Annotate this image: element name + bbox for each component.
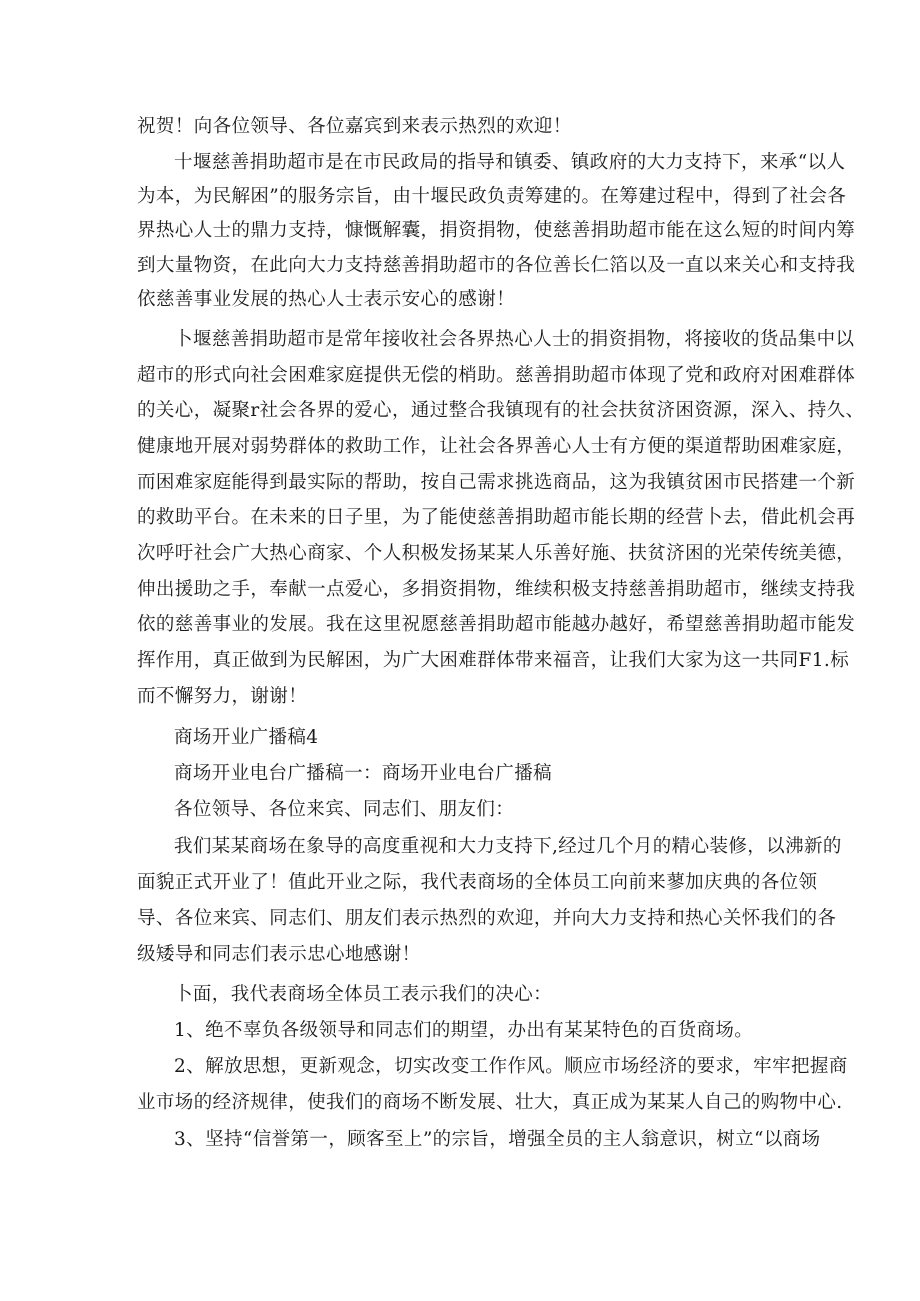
text-line-3: 为本，为民解困”的服务宗旨，由十堰民政负责筹建的。在筹建过程中，得到了社会各 [137,186,847,207]
text-line-2: 十堰慈善捐助超市是在市民政局的指导和镇委、镇政府的大力支持下，来承“以人 [174,152,846,173]
text-line-29: 3、坚持“信誉第一，顾客至上”的宗旨，增强全员的主人翁意识，树立“以商场 [174,1129,821,1150]
text-line-15: 依的慈善事业的发展。我在这里祝愿慈善捐助超市能越办越好，希望慈善捐助超市能发 [137,614,856,635]
text-line-10: 健康地开展对弱势群体的救助工作，让社会各界善心人士有方便的渠道帮助困难家庭， [137,436,856,457]
text-line-22: 面貌正式开业了！值此开业之际，我代表商场的全体员工向前来蓼加庆典的各位领 [137,872,818,893]
text-line-1: 祝贺！向各位领导、各位嘉宾到来表示热烈的欢迎！ [137,116,572,137]
text-line-21: 我们某某商场在象导的高度重视和大力支持下,经过几个月的精心装修，以沸新的 [174,836,842,857]
text-line-19: 商场开业电台广播稿一：商场开业电台广播稿 [174,763,553,784]
text-line-28: 业市场的经济规律，使我们的商场不断发展、壮大，真正成为某某人自己的购物中心. [137,1092,843,1113]
text-line-11: 而困难家庭能得到最实际的帮助，按自己需求挑选商品，这为我镇贫困市民搭建一个新 [137,472,856,493]
text-line-8: 超市的形式向社会困难家庭提供无偿的梢助。慈善捐助超市体现了党和政府对困难群体 [137,365,856,386]
text-line-25: 卜面，我代表商场全体员工表示我们的决心： [174,984,553,1005]
text-line-5: 到大量物资，在此向大力支持慈善捐助超市的各位善长仁箔以及一直以来关心和支持我 [137,255,856,276]
text-line-17: 而不懈努力，谢谢！ [137,686,308,707]
text-line-4: 界热心人士的鼎力支持，慷慨解囊，捐资捐物，使慈善捐助超市能在这么短的时间内筹 [137,220,856,241]
text-line-6: 依慈善事业发展的热心人士表示安心的感谢！ [137,289,516,310]
text-line-7: 卜堰慈善捐助超市是常年接收社会各界热心人士的捐资捐物，将接收的货品集中以 [174,329,855,350]
text-line-20: 各位领导、各位来宾、同志们、朋友们： [174,799,515,820]
text-line-12: 的救助平台。在未来的日子里，为了能使慈善捐助超市能长期的经营卜去，借此机会再 [137,507,856,528]
text-line-9: 的关心，凝聚r社会各界的爱心，通过整合我镇现有的社会扶贫济困资源，深入、持久、 [137,400,865,421]
text-line-16: 挥作用，真正做到为民解困，为广大困难群体带来福音，让我们大家为这一共同F1.标 [137,650,850,671]
section-heading: 商场开业广播稿4 [174,727,319,748]
text-line-26: 1、绝不辜负各级领导和同志们的期望，办出有某某特色的百货商场。 [174,1020,754,1041]
text-line-13: 次呼吁社会广大热心商家、个人积极发扬某某人乐善好施、扶贫济困的光荣传统美德， [137,543,856,564]
text-line-27: 2、解放思想，更新观念，切实改变工作作风。顺应市场经济的要求，牢牢把握商 [174,1056,848,1077]
text-line-23: 导、各位来宾、同志们、朋友们表示热烈的欢迎，并向大力支持和热心关怀我们的各 [137,908,837,929]
text-line-14: 伸出援助之手，奉献一点爱心，多捐资捐物，维续积极支持慈善捐助超市，继续支持我 [137,579,856,600]
text-line-24: 级矮导和同志们表示忠心地感谢！ [137,944,421,965]
